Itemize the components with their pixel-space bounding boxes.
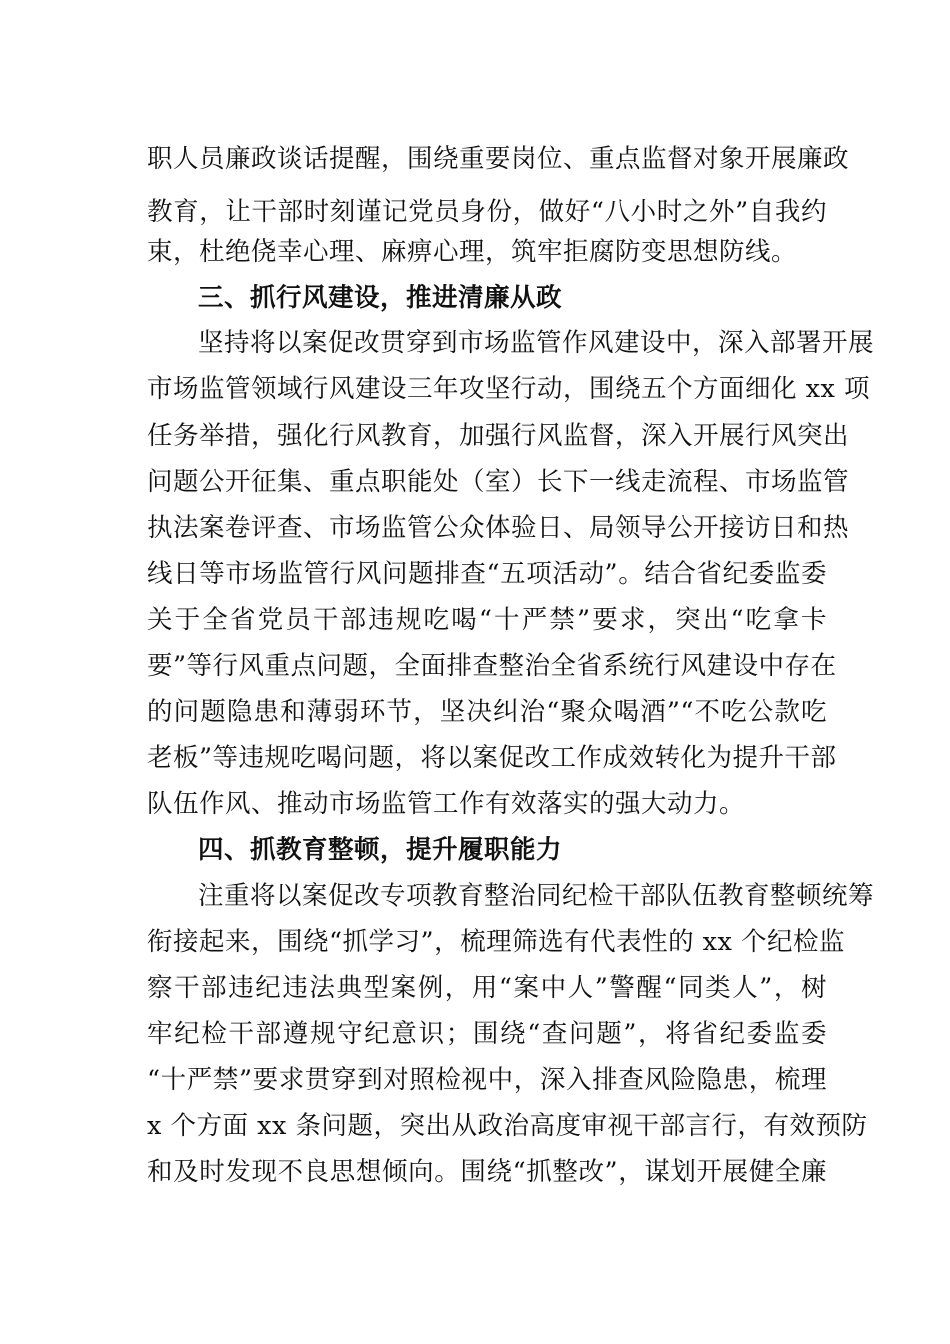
paragraph-line: 注重将以案促改专项教育整治同纪检干部队伍教育整顿统筹	[198, 881, 875, 911]
paragraph-line: 执法案卷评查、市场监管公众体验日、局领导公开接访日和热	[147, 513, 850, 543]
paragraph-line: 职人员廉政谈话提醒，围绕重要岗位、重点监督对象开展廉政	[147, 144, 850, 174]
paragraph-line: 教育，让干部时刻谨记党员身份，做好“八小时之外”自我约	[147, 197, 827, 227]
paragraph-line: 队伍作风、推动市场监管工作有效落实的强大动力。	[147, 789, 746, 819]
paragraph-line: x 个方面 xx 条问题，突出从政治高度审视干部言行，有效预防	[147, 1111, 868, 1141]
paragraph-line: 衔接起来，围绕“抓学习”，梳理筛选有代表性的 xx 个纪检监	[147, 927, 846, 957]
paragraph-line: 问题公开征集、重点职能处（室）长下一线走流程、市场监管	[147, 467, 850, 497]
paragraph-line: 察干部违纪违法典型案例，用“案中人”警醒“同类人”，树	[147, 973, 827, 1003]
section-heading: 四、抓教育整顿，提升履职能力	[198, 835, 563, 865]
paragraph-line: 线日等市场监管行风问题排查“五项活动”。结合省纪委监委	[147, 559, 827, 589]
paragraph-line: 老板”等违规吃喝问题，将以案促改工作成效转化为提升干部	[147, 743, 837, 773]
paragraph-line: 坚持将以案促改贯穿到市场监管作风建设中，深入部署开展	[198, 328, 875, 358]
paragraph-line: 和及时发现不良思想倾向。围绕“抓整改”，谋划开展健全廉	[147, 1157, 827, 1187]
paragraph-line: 牢纪检干部遵规守纪意识；围绕“查问题”，将省纪委监委	[147, 1019, 827, 1049]
paragraph-line: “十严禁”要求贯穿到对照检视中，深入排查风险隐患，梳理	[147, 1065, 827, 1095]
paragraph-line: 任务举措，强化行风教育，加强行风监督，深入开展行风突出	[147, 421, 850, 451]
section-heading: 三、抓行风建设，推进清廉从政	[198, 283, 563, 313]
paragraph-line: 市场监管领域行风建设三年攻坚行动，围绕五个方面细化 xx 项	[147, 374, 870, 404]
paragraph-line: 关于全省党员干部违规吃喝“十严禁”要求，突出“吃拿卡	[147, 605, 827, 635]
paragraph-line: 的问题隐患和薄弱环节，坚决纠治“聚众喝酒”“不吃公款吃	[147, 697, 827, 727]
paragraph-line: 要”等行风重点问题，全面排查整治全省系统行风建设中存在	[147, 651, 837, 681]
paragraph-line: 束，杜绝侥幸心理、麻痹心理，筑牢拒腐防变思想防线。	[147, 237, 798, 267]
